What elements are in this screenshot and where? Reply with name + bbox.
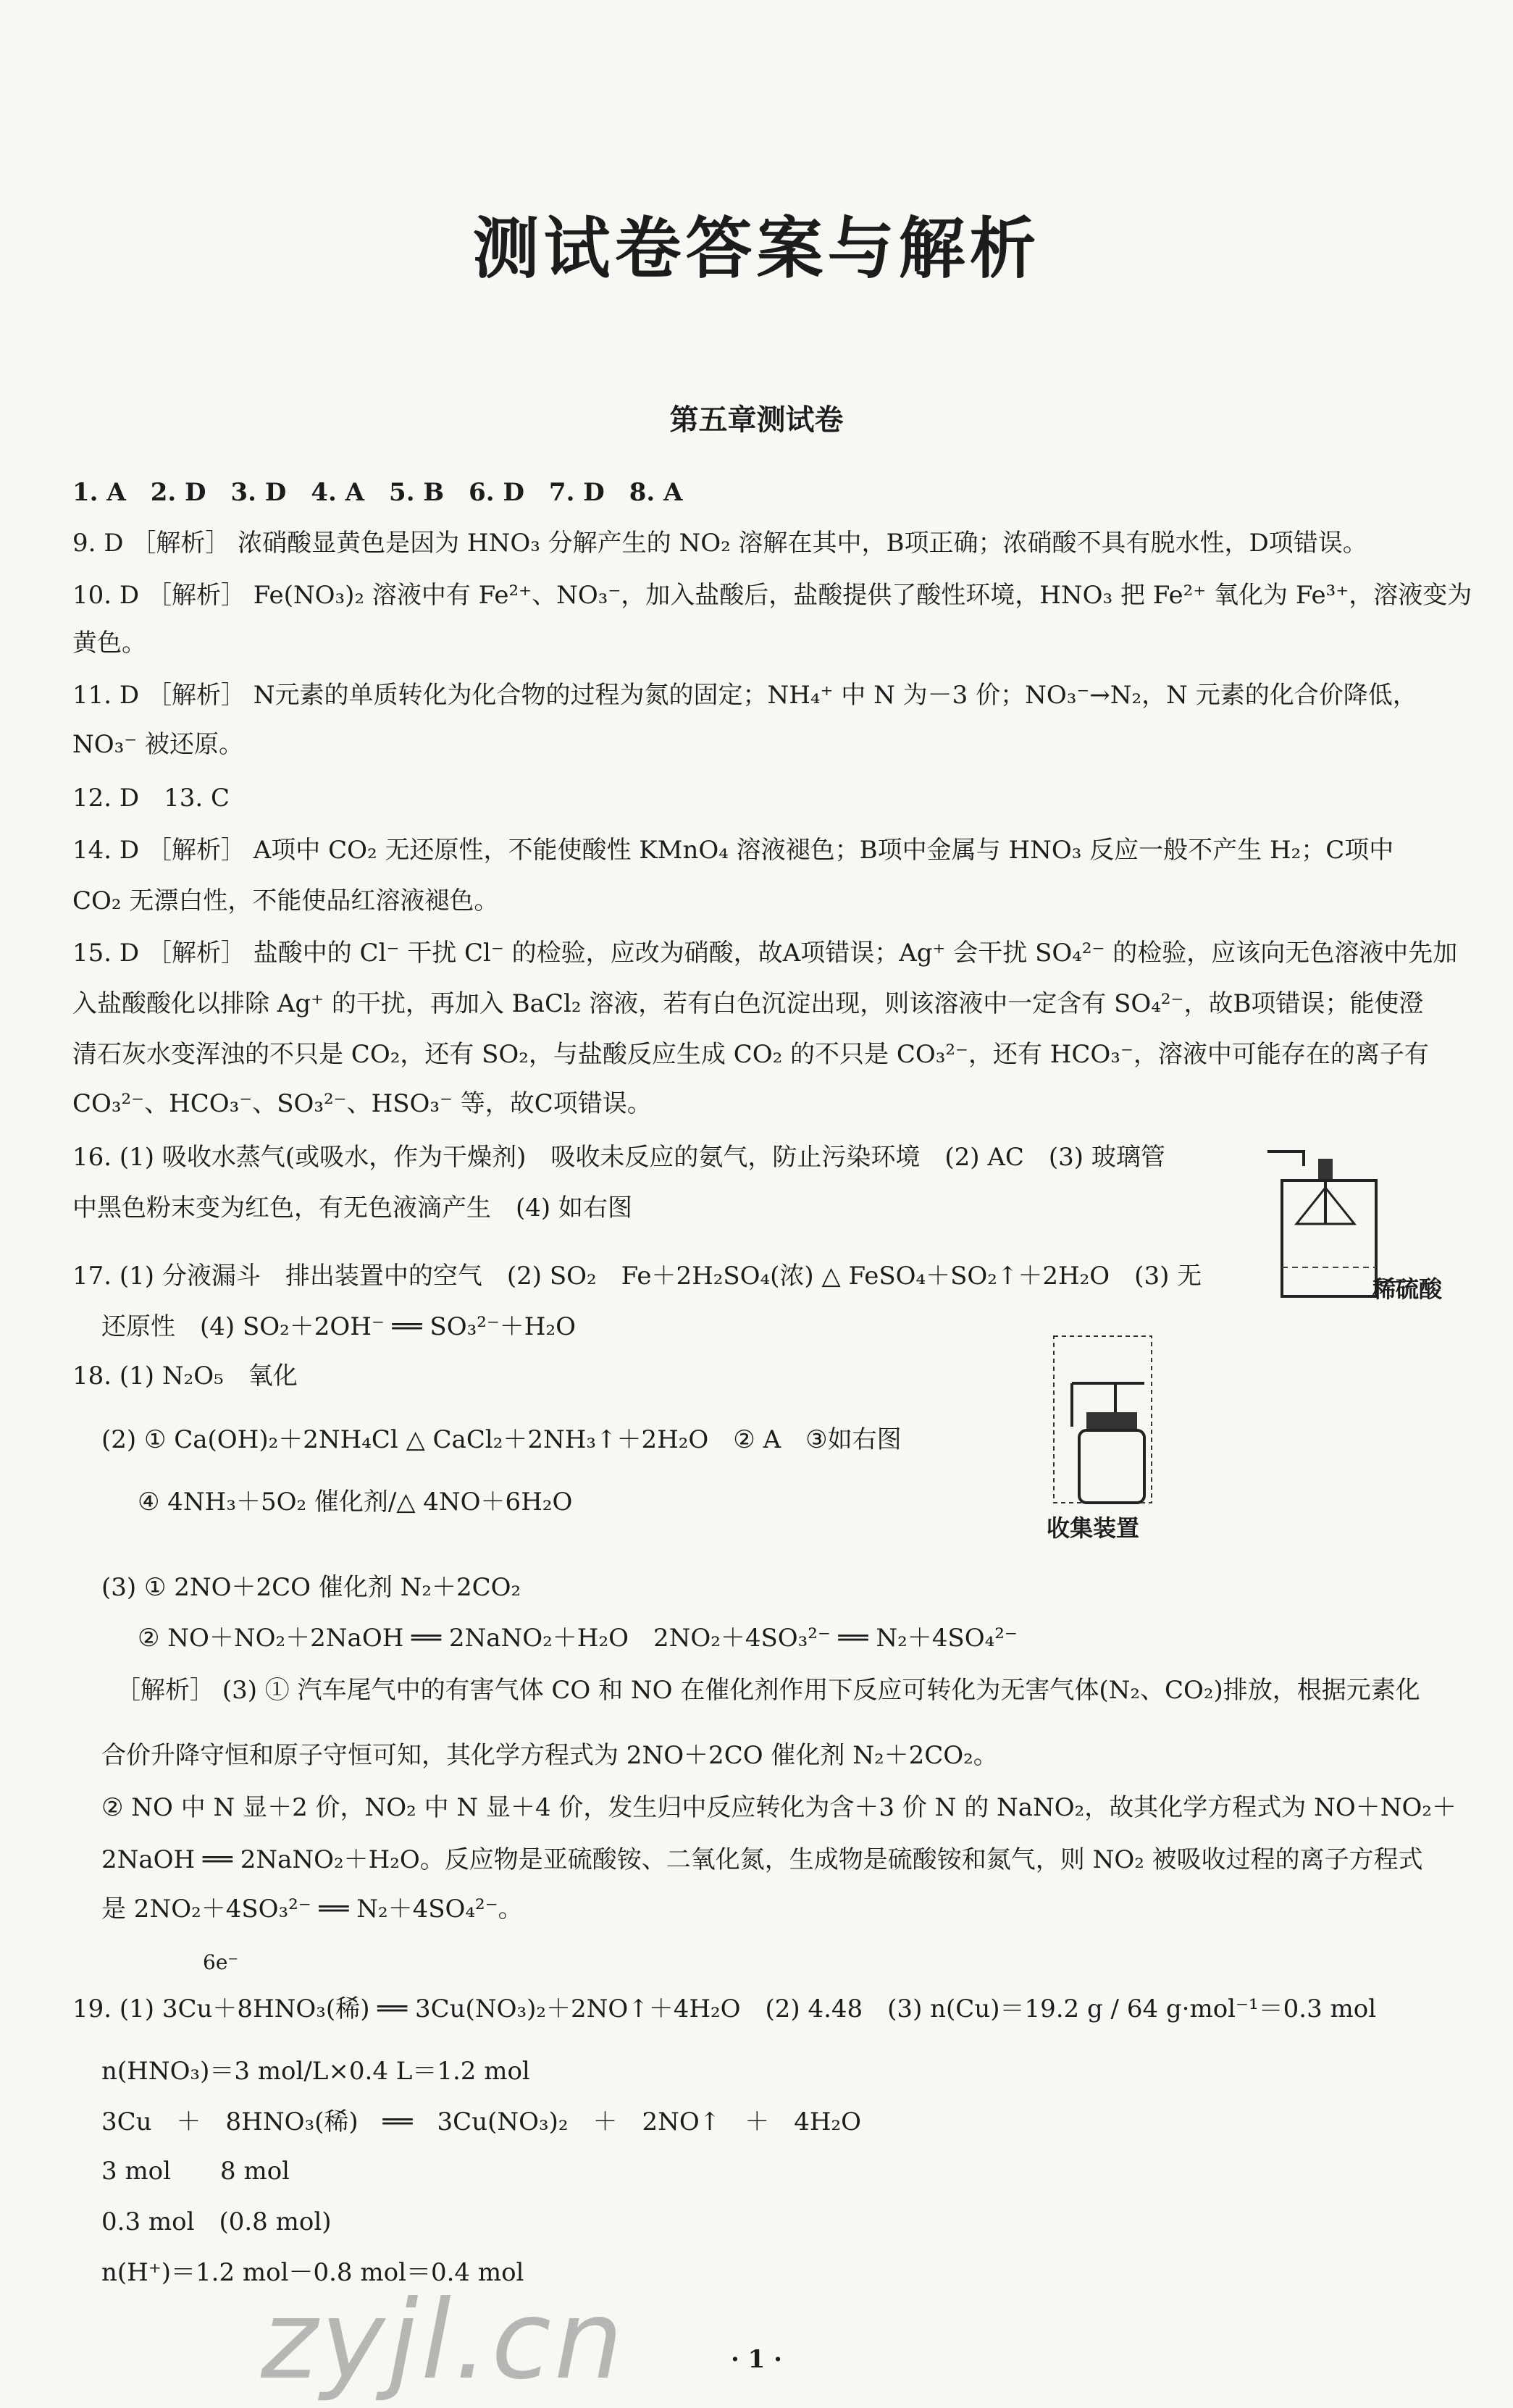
answer-line: 17. (1) 分液漏斗 排出装置中的空气 (2) SO₂ Fe＋2H₂SO₄(浓) △ FeSO₄＋SO₂↑＋2H₂O (3) 无 <box>72 1262 1202 1291</box>
answer-line: 12. D 13. C <box>72 784 230 813</box>
answer-line: 10. D ［解析］ Fe(NO₃)₂ 溶液中有 Fe²⁺、NO₃⁻，加入盐酸后，盐酸提供了酸性环境，HNO₃ 把 Fe²⁺ 氧化为 Fe³⁺，溶液变为 <box>72 581 1472 610</box>
answer-line: NO₃⁻ 被还原。 <box>72 730 244 759</box>
answer-line: CO₂ 无漂白性，不能使品红溶液褪色。 <box>72 886 499 915</box>
chapter-title: 第五章测试卷 <box>669 403 844 437</box>
answer-line: 中黑色粉末变为红色，有无色液滴产生 (4) 如右图 <box>72 1193 632 1222</box>
collection-device-figure <box>1050 1333 1159 1521</box>
electron-transfer-label: 6e⁻ <box>203 1950 239 1974</box>
answer-line: 黄色。 <box>72 629 146 658</box>
answer-line: ② NO 中 N 显＋2 价，NO₂ 中 N 显＋4 价，发生归中反应转化为含＋3 价 N 的 NaNO₂，故其化学方程式为 NO＋NO₂＋ <box>101 1793 1457 1822</box>
answer-line: (3) ① 2NO＋2CO 催化剂 N₂＋2CO₂ <box>101 1573 521 1602</box>
answer-line: 11. D ［解析］ N元素的单质转化为化合物的过程为氮的固定；NH₄⁺ 中 N 为－3 价；NO₃⁻→N₂，N 元素的化合价降低， <box>72 681 1417 710</box>
answer-line: 还原性 (4) SO₂＋2OH⁻ ══ SO₃²⁻＋H₂O <box>101 1312 576 1341</box>
page-title: 测试卷答案与解析 <box>472 209 1041 288</box>
answer-line: ［解析］ (3) ① 汽车尾气中的有害气体 CO 和 NO 在催化剂作用下反应可转化为无害气体(N₂、CO₂)排放，根据元素化 <box>116 1676 1420 1705</box>
answer-line: ④ 4NH₃＋5O₂ 催化剂/△ 4NO＋6H₂O <box>138 1488 573 1516</box>
answer-line: CO₃²⁻、HCO₃⁻、SO₃²⁻、HSO₃⁻ 等，故C项错误。 <box>72 1089 652 1118</box>
answer-line: 14. D ［解析］ A项中 CO₂ 无还原性，不能使酸性 KMnO₄ 溶液褪色；B项中金属与 HNO₃ 反应一般不产生 H₂；C项中 <box>72 836 1394 865</box>
answer-line: 合价升降守恒和原子守恒可知，其化学方程式为 2NO＋2CO 催化剂 N₂＋2CO₂。 <box>101 1741 998 1770</box>
answer-line: 1. A 2. D 3. D 4. A 5. B 6. D 7. D 8. A <box>72 478 683 507</box>
answer-line: 15. D ［解析］ 盐酸中的 Cl⁻ 干扰 Cl⁻ 的检验，应改为硝酸，故A项错误；Ag⁺ 会干扰 SO₄²⁻ 的检验，应该向无色溶液中先加 <box>72 939 1458 968</box>
answer-line: 18. (1) N₂O₅ 氧化 <box>72 1362 298 1390</box>
answer-line: 入盐酸酸化以排除 Ag⁺ 的干扰，再加入 BaCl₂ 溶液，若有白色沉淀出现，则该溶液中一定含有 SO₄²⁻，故B项错误；能使澄 <box>72 989 1424 1018</box>
answer-line: (2) ① Ca(OH)₂＋2NH₄Cl △ CaCl₂＋2NH₃↑＋2H₂O ② A ③如右图 <box>101 1425 902 1454</box>
watermark: zyjl.cn <box>261 2278 626 2404</box>
answer-line: 0.3 mol (0.8 mol) <box>101 2207 332 2236</box>
answer-line: 9. D ［解析］ 浓硝酸显黄色是因为 HNO₃ 分解产生的 NO₂ 溶解在其中，B项正确；浓硝酸不具有脱水性，D项错误。 <box>72 529 1367 558</box>
page-number: · 1 · <box>730 2345 782 2374</box>
answer-line: n(HNO₃)＝3 mol/L×0.4 L＝1.2 mol <box>101 2057 530 2086</box>
answer-line: 16. (1) 吸收水蒸气(或吸水，作为干燥剂) 吸收未反应的氨气，防止污染环境 (2) AC (3) 玻璃管 <box>72 1143 1165 1172</box>
answer-line: 19. (1) 3Cu＋8HNO₃(稀) ══ 3Cu(NO₃)₂＋2NO↑＋4H₂O (2) 4.48 (3) n(Cu)＝19.2 g / 64 g·mol⁻¹＝0.3 mol <box>72 1994 1377 2023</box>
answer-line: n(H⁺)＝1.2 mol－0.8 mol＝0.4 mol <box>101 2258 524 2287</box>
answer-line: 清石灰水变浑浊的不只是 CO₂，还有 SO₂，与盐酸反应生成 CO₂ 的不只是 CO₃²⁻，还有 HCO₃⁻，溶液中可能存在的离子有 <box>72 1040 1429 1069</box>
figure-label-dilute-sulfuric-acid: 稀硫酸 <box>1372 1275 1443 1303</box>
answer-line: 2NaOH ══ 2NaNO₂＋H₂O。反应物是亚硫酸铵、二氧化氮，生成物是硫酸铵和氮气，则 NO₂ 被吸收过程的离子方程式 <box>101 1845 1423 1874</box>
answer-line: 3 mol 8 mol <box>101 2157 290 2186</box>
figure-label-collection-device: 收集装置 <box>1047 1514 1140 1542</box>
answer-line: 是 2NO₂＋4SO₃²⁻ ══ N₂＋4SO₄²⁻。 <box>101 1895 523 1924</box>
answer-line: 3Cu ＋ 8HNO₃(稀) ══ 3Cu(NO₃)₂ ＋ 2NO↑ ＋ 4H₂O <box>101 2107 862 2136</box>
answer-line: ② NO＋NO₂＋2NaOH ══ 2NaNO₂＋H₂O 2NO₂＋4SO₃²⁻ ══ N₂＋4SO₄²⁻ <box>138 1624 1018 1653</box>
